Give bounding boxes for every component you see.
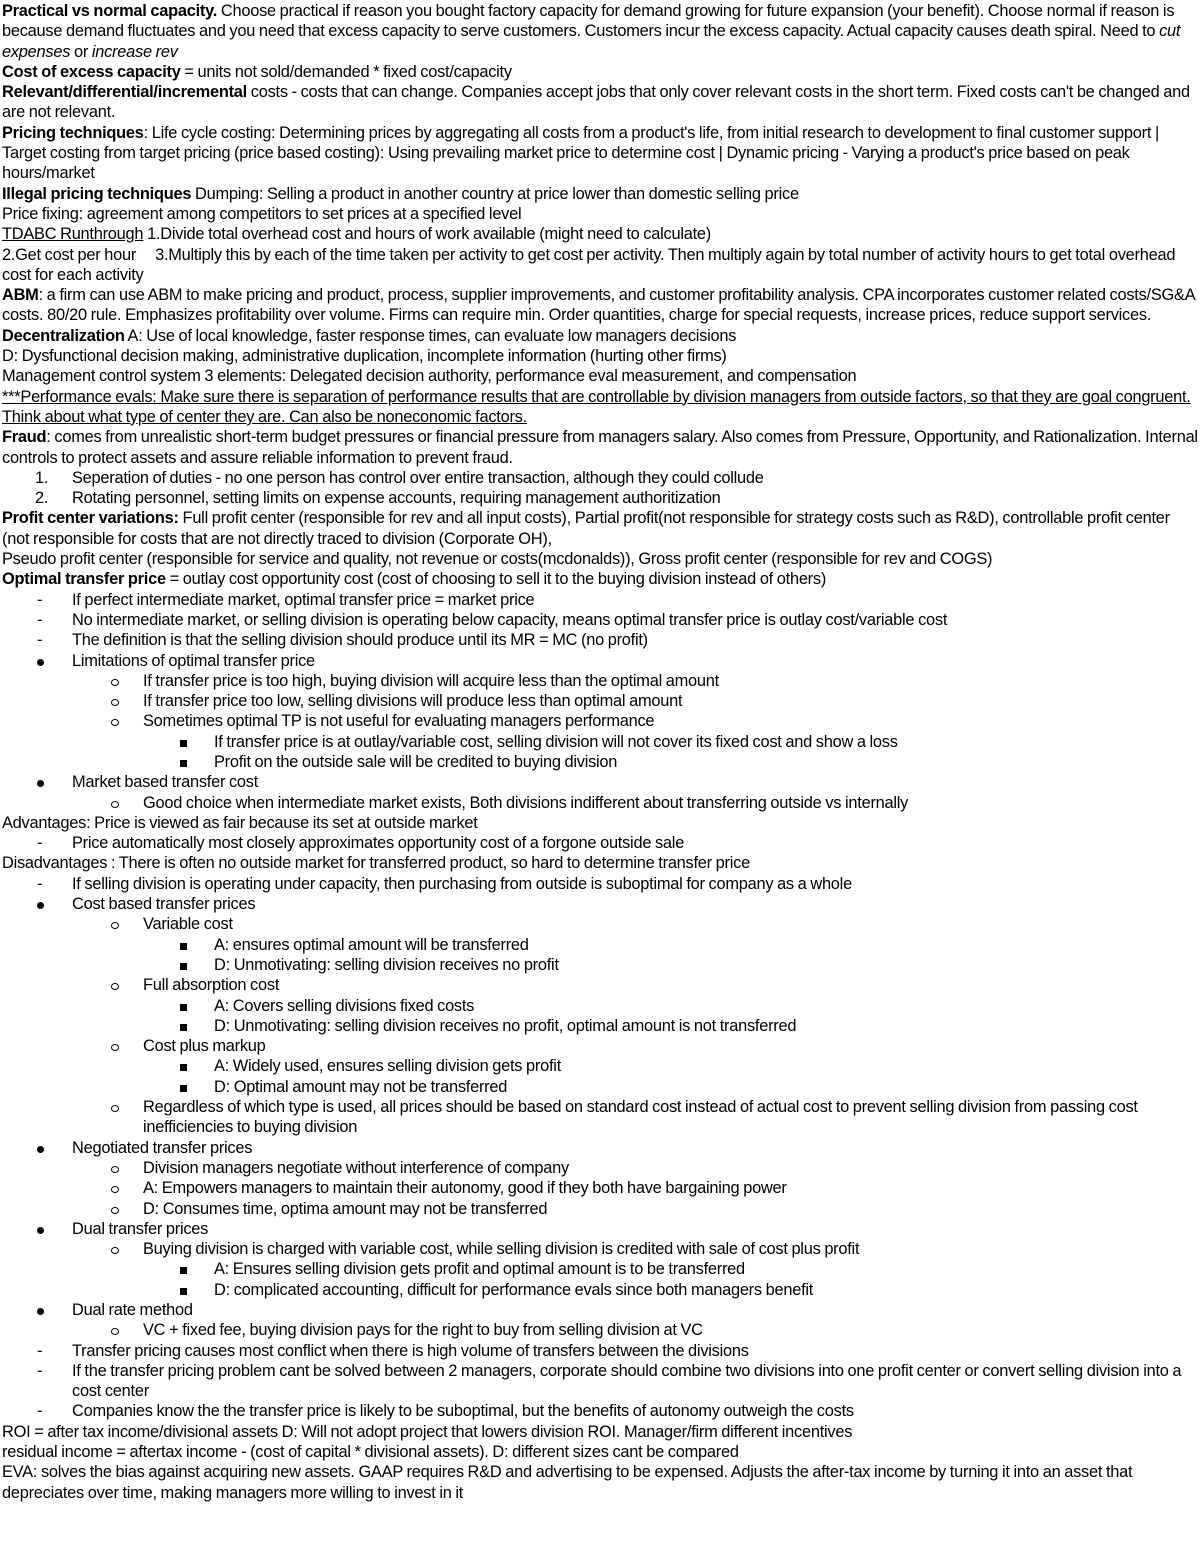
item-text: VC + fixed fee, buying division pays for the right to buy from selling division at VC xyxy=(143,1321,703,1340)
item-text: Dual rate method xyxy=(72,1301,193,1319)
item-text: If transfer price too low, selling divisions will produce less than optimal amount xyxy=(143,692,683,711)
heading: Cost of excess capacity xyxy=(2,62,181,81)
item-text: Division managers negotiate without interference of company xyxy=(143,1158,569,1177)
text: = units not sold/demanded * fixed cost/capacity xyxy=(180,62,512,81)
sub-bullet-item xyxy=(2,1320,1198,1340)
bullet-item xyxy=(2,1138,1198,1158)
text: Dumping: Selling a product in another country at price lower than domestic selling price xyxy=(191,184,799,203)
dash-item xyxy=(2,610,1198,630)
sub-sub-bullet-item xyxy=(2,1077,1198,1097)
item-text: If perfect intermediate market, optimal transfer price = market price xyxy=(72,590,535,609)
item-text: Companies know the the transfer price is likely to be suboptimal, but the benefits of autonomy outweigh the costs xyxy=(72,1402,854,1421)
sub-sub-bullet-item xyxy=(2,1280,1198,1300)
heading: Profit center variations: xyxy=(2,509,179,528)
text: : Life cycle costing: Determining prices by aggregating all costs from a product's life, from initial research to development to final customer support | Target costing from target pricing (price based costing): Using prevailing market price to determine cost | Dynamic pricing - Varying a product's price based on peak hours/market xyxy=(2,123,1159,183)
text: : comes from unrealistic short-term budget pressures or financial pressure from managers salary. Also comes from Pressure, Opportunity, and Rationalization. Internal controls to protect assets and assure reliable information to prevent fraud. xyxy=(2,428,1198,467)
dash-item xyxy=(2,833,1198,853)
sub-bullet-item xyxy=(2,1239,1198,1259)
item-text: Price automatically most closely approximates opportunity cost of a forgone outside sale xyxy=(72,834,685,853)
item-text: D: complicated accounting, difficult for performance evals since both managers benefit xyxy=(214,1280,814,1299)
text: or xyxy=(70,42,92,61)
item-text: Rotating personnel, setting limits on expense accounts, requiring management authoritization xyxy=(72,489,721,508)
abm xyxy=(2,285,1198,326)
item-text: A: Empowers managers to maintain their autonomy, good if they both have bargaining power xyxy=(143,1179,787,1198)
dash-bullet-icon xyxy=(37,610,42,630)
market-advantages: Advantages: Price is viewed as fair because its set at outside market xyxy=(2,813,478,832)
item-text: A: Ensures selling division gets profit and optimal amount is to be transferred xyxy=(214,1260,745,1279)
item-text: Full absorption cost xyxy=(143,976,280,995)
dash-item xyxy=(2,590,1198,610)
sub-bullet-item xyxy=(2,711,1198,731)
item-text: A: Covers selling divisions fixed costs xyxy=(214,996,475,1015)
sub-bullet-item xyxy=(2,1036,1198,1056)
dash-bullet-icon xyxy=(37,1361,42,1381)
item-text: Market based transfer cost xyxy=(72,773,259,792)
sub-bullet-item xyxy=(2,1097,1198,1138)
sub-bullet-item xyxy=(2,1158,1198,1178)
heading: ABM xyxy=(2,286,39,305)
tdabc-steps: 2.Get cost per hour 3.Multiply this by each of the time taken per activity to get cost per activity. Then multiply again by total number of activity hours to get total overhead cost for each activity xyxy=(2,245,1179,284)
item-text: Good choice when intermediate market exists, Both divisions indifferent about transferring outside vs internally xyxy=(143,793,909,812)
sub-bullet-item xyxy=(2,975,1198,995)
heading: Pricing techniques xyxy=(2,123,144,142)
dash-bullet-icon xyxy=(37,1341,42,1361)
dash-bullet-icon xyxy=(37,1401,42,1421)
text: : a firm can use ABM to make pricing and product, process, supplier improvements, and customer profitability analysis. CPA incorporates customer related costs/SG&A costs. 80/20 rule. Emphasizes profitability over volume. Firms can require min. Order quantities, charge for special requests, increase prices, reduce support services. xyxy=(2,286,1195,325)
item-text: A: ensures optimal amount will be transferred xyxy=(214,935,529,954)
item-text: Negotiated transfer prices xyxy=(72,1138,253,1157)
item-text: D: Unmotivating: selling division receives no profit xyxy=(214,955,559,974)
sub-bullet-item xyxy=(2,793,1198,813)
sub-bullet-item xyxy=(2,671,1198,691)
underlined-heading: TDABC Runthrough xyxy=(2,225,144,244)
bullet-item xyxy=(2,772,1198,792)
dash-item xyxy=(2,1401,1198,1421)
heading: Fraud xyxy=(2,428,47,447)
sub-sub-bullet-item xyxy=(2,752,1198,772)
cost-of-excess-capacity xyxy=(2,62,1198,82)
dash-item xyxy=(2,874,1198,894)
item-text: Seperation of duties - no one person has control over entire transaction, although they could collude xyxy=(72,468,764,487)
item-text: Cost plus markup xyxy=(143,1037,266,1056)
bullet-item xyxy=(2,894,1198,914)
profit-center-variations xyxy=(2,508,1198,549)
illegal-pricing-techniques xyxy=(2,184,1198,204)
sub-bullet-item xyxy=(2,1178,1198,1198)
heading: Decentralization xyxy=(2,326,125,345)
bullet-item xyxy=(2,651,1198,671)
relevant-costs xyxy=(2,82,1198,123)
sub-sub-bullet-item xyxy=(2,732,1198,752)
item-text: D: Unmotivating: selling division receives no profit, optimal amount is not transferred xyxy=(214,1016,797,1035)
text: costs - costs that can change. Companies accept jobs that only cover relevant costs in the short term. Fixed costs can't be changed and are not relevant. xyxy=(2,83,1190,122)
decentralization xyxy=(2,326,1198,346)
pseudo-profit-center: Pseudo profit center (responsible for service and quality, not revenue or costs(mcdonalds)), Gross profit center (responsible for rev and COGS) xyxy=(2,550,993,569)
sub-sub-bullet-item xyxy=(2,1056,1198,1076)
item-text: The definition is that the selling division should produce until its MR = MC (no profit) xyxy=(72,631,648,650)
item-text: If selling division is operating under capacity, then purchasing from outside is suboptimal for company as a whole xyxy=(72,874,852,893)
heading: Relevant/differential/incremental xyxy=(2,83,247,102)
dash-bullet-icon xyxy=(37,833,42,853)
item-text: A: Widely used, ensures selling division gets profit xyxy=(214,1057,561,1076)
decentralization-disadvantages: D: Dysfunctional decision making, administrative duplication, incomplete information (hurting other firms) xyxy=(2,347,727,366)
text: 1.Divide total overhead cost and hours of work available (might need to calculate) xyxy=(143,225,711,244)
text: = outlay cost opportunity cost (cost of choosing to sell it to the buying division instead of others) xyxy=(165,570,827,589)
price-fixing: Price fixing: agreement among competitors to set prices at a specified level xyxy=(2,204,522,223)
fraud xyxy=(2,427,1198,468)
tdabc-runthrough xyxy=(2,224,1198,244)
item-text: Cost based transfer prices xyxy=(72,895,256,914)
sub-sub-bullet-item xyxy=(2,935,1198,955)
dash-bullet-icon xyxy=(37,630,42,650)
dash-item xyxy=(2,630,1198,650)
item-text: D: Consumes time, optima amount may not be transferred xyxy=(143,1199,548,1218)
item-text: Transfer pricing causes most conflict when there is high volume of transfers between the divisions xyxy=(72,1341,749,1360)
item-text: D: Optimal amount may not be transferred xyxy=(214,1077,508,1096)
item-text: If transfer price is at outlay/variable cost, selling division will not cover its fixed cost and show a loss xyxy=(214,732,898,751)
item-text: If the transfer pricing problem cant be solved between 2 managers, corporate should combine two divisions into one profit center or convert selling division into a cost center xyxy=(72,1361,1182,1401)
item-text: No intermediate market, or selling division is operating below capacity, means optimal transfer price is outlay cost/variable cost xyxy=(72,610,948,629)
dash-item xyxy=(2,1341,1198,1361)
item-number: 1. xyxy=(35,468,49,487)
item-text: If transfer price is too high, buying division will acquire less than the optimal amount xyxy=(143,671,719,690)
market-disadvantages: Disadvantages : There is often no outside market for transferred product, so hard to determine transfer price xyxy=(2,854,750,873)
item-text: Buying division is charged with variable cost, while selling division is credited with sale of cost plus profit xyxy=(143,1240,860,1259)
item-text: Profit on the outside sale will be credited to buying division xyxy=(214,752,618,771)
sub-sub-bullet-item xyxy=(2,1259,1198,1279)
eva: EVA: solves the bias against acquiring new assets. GAAP requires R&D and advertising to be expensed. Adjusts the after-tax income by turning it into an asset that depreciates over time, making managers more willing to invest in it xyxy=(2,1463,1133,1502)
bullet-item xyxy=(2,1219,1198,1239)
performance-evals: ***Performance evals: Make sure there is separation of performance results that are controllable by division managers from outside factors, so that they are goal congruent. Think about what type of center they are. Can also be noneconomic factors. xyxy=(2,387,1191,426)
sub-sub-bullet-item xyxy=(2,996,1198,1016)
heading: Optimal transfer price xyxy=(2,570,166,589)
optimal-transfer-price xyxy=(2,569,1198,589)
sub-bullet-item xyxy=(2,691,1198,711)
italic-text: cut expenses xyxy=(2,22,1181,61)
dash-item xyxy=(2,1361,1198,1402)
item-text: Variable cost xyxy=(143,915,233,934)
sub-sub-bullet-item xyxy=(2,955,1198,975)
item-text: Dual transfer prices xyxy=(72,1219,209,1238)
item-text: Limitations of optimal transfer price xyxy=(72,651,315,670)
dash-bullet-icon xyxy=(37,590,42,610)
pricing-techniques xyxy=(2,123,1198,184)
sub-sub-bullet-item xyxy=(2,1016,1198,1036)
sub-bullet-item xyxy=(2,1199,1198,1219)
bullet-item xyxy=(2,1300,1198,1320)
italic-text: increase rev xyxy=(91,42,178,61)
roi: ROI = after tax income/divisional assets D: Will not adopt project that lowers division ROI. Manager/firm different incentives xyxy=(2,1422,853,1441)
numbered-item xyxy=(2,488,1198,508)
sub-bullet-item xyxy=(2,914,1198,934)
item-text: Sometimes optimal TP is not useful for evaluating managers performance xyxy=(143,712,655,731)
item-text: Regardless of which type is used, all prices should be based on standard cost instead of actual cost to prevent selling division from passing cost inefficiencies to buying division xyxy=(143,1098,1138,1137)
text: Choose practical if reason you bought factory capacity for demand growing for future expansion (your benefit). Choose normal if reason is because demand fluctuates and you need that excess capacity to serve customers. Customers incur the excess capacity. Actual capacity causes death spiral. Need to xyxy=(2,2,1175,41)
practical-vs-normal-capacity xyxy=(2,1,1198,62)
item-number: 2. xyxy=(35,489,49,508)
text: Full profit center (responsible for rev and all input costs), Partial profit(not responsible for strategy costs such as R&D), controllable profit center (not responsible for costs that are not directly traced to division (Corporate OH), xyxy=(2,509,1170,548)
text: A: Use of local knowledge, faster response times, can evaluate low managers decisions xyxy=(124,326,737,345)
dash-bullet-icon xyxy=(37,874,42,894)
numbered-item xyxy=(2,468,1198,488)
residual-income: residual income = aftertax income - (cost of capital * divisional assets). D: different sizes cant be compared xyxy=(2,1443,739,1462)
heading: Illegal pricing techniques xyxy=(2,184,192,203)
heading: Practical vs normal capacity. xyxy=(2,2,218,20)
management-control-system: Management control system 3 elements: Delegated decision authority, performance eval measurement, and compensation xyxy=(2,367,857,386)
